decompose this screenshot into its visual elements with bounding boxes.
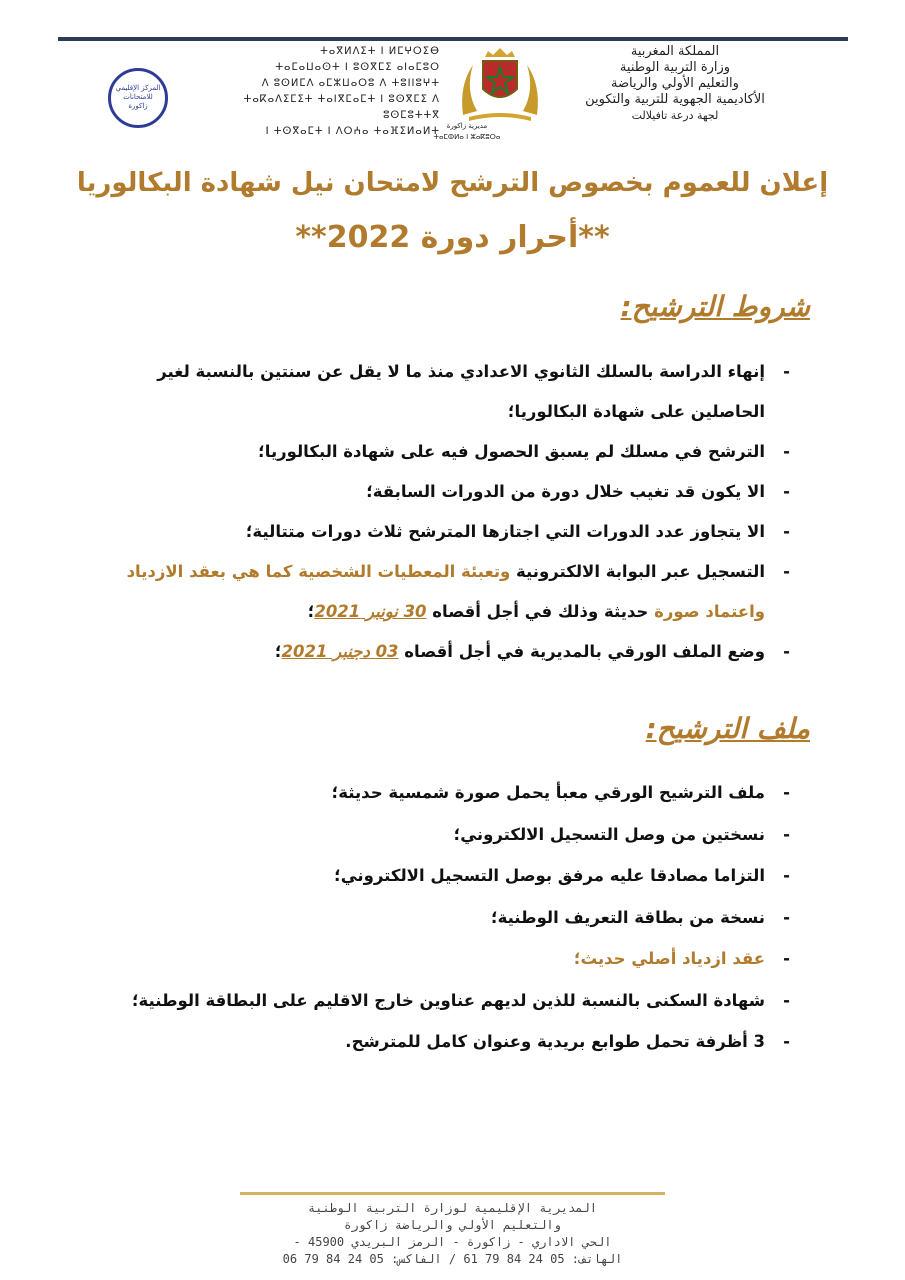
bullet-dash: - (783, 907, 790, 927)
bullet-dash: - (783, 783, 790, 802)
footer-line: المديرية الإقليمية لوزارة التربية الوطنية (308, 1201, 597, 1215)
condition-highlight: واعتماد صورة (654, 602, 765, 621)
header-line: الأكاديمية الجهوية للتربية والتكوين (585, 92, 765, 107)
deadline-date: 30 نونبر 2021 (314, 602, 427, 621)
stamp-line: للامتحانات (123, 93, 153, 101)
condition-text: ؛ (307, 602, 315, 621)
file-list (75, 772, 790, 1063)
condition-highlight: وتعبئة المعطيات الشخصية كما هي بعقد الازدياد (126, 562, 511, 581)
stamp-line: زاكورة (128, 102, 148, 110)
file-item-text: التزاما مصادقا عليه مرفق بوصل التسجيل الالكتروني؛ (334, 866, 765, 885)
stamp-line: المركز الإقليمي (115, 84, 161, 92)
file-item-text: نسختين من وصل التسجيل الالكتروني؛ (453, 824, 765, 844)
header-line: وزارة التربية الوطنية (619, 60, 731, 75)
list-item (75, 432, 790, 472)
list-item (75, 772, 790, 814)
condition-text: التسجيل عبر البوابة الالكترونية (516, 562, 765, 581)
list-item (75, 352, 790, 432)
footer-line: الهاتف: 05 24 84 79 61 / الفاكس: 05 24 84 79 06 (282, 1252, 623, 1266)
list-item (75, 632, 790, 672)
header-line: والتعليم الأولي والرياضة (611, 76, 739, 91)
file-item-text: ملف الترشيح الورقي معبأ يحمل صورة شمسية حديثة؛ (331, 783, 765, 802)
list-item (75, 1021, 790, 1063)
emblem-caption-line: مديرية زاكورة (446, 122, 488, 130)
list-item (75, 512, 790, 552)
footer (230, 1200, 675, 1268)
bullet-dash: - (783, 642, 790, 661)
bullet-dash: - (783, 362, 790, 381)
condition-text: الا يتجاوز عدد الدورات التي اجتازها المترشح ثلاث دورات متتالية؛ (245, 522, 765, 541)
arabic-header (565, 44, 785, 124)
conditions-heading: شروط الترشيح: (620, 290, 810, 323)
tifinagh-line: ⵜⴰⴽⴰⴷⵉⵎⵉⵜ ⵜⴰⵏⴳⵎⴰⵎⵜ ⵏ ⵓⵙⴳⵎⵉ ⴷ ⵓⵙⵎⵓⵜⵜⴳ (243, 94, 440, 121)
bullet-dash: - (783, 442, 790, 461)
session-title: **أحرار دورة 2022** (295, 220, 610, 255)
file-heading: ملف الترشيح: (645, 712, 810, 745)
condition-text: ؛ (274, 642, 282, 661)
bullet-dash: - (783, 522, 790, 541)
condition-text: وضع الملف الورقي بالمديرية في أجل أقصاه (404, 642, 765, 661)
bullet-dash: - (783, 1032, 790, 1051)
list-item (75, 855, 790, 897)
tifinagh-line: ⵜⴰⵎⴰⵡⴰⵙⵜ ⵏ ⵓⵙⴳⵎⵉ ⴰⵏⴰⵎⵓⵔ (275, 62, 440, 73)
list-item (75, 814, 790, 856)
emblem-caption (412, 121, 522, 143)
condition-text: الترشح في مسلك لم يسبق الحصول فيه على شهادة البكالوريا؛ (258, 442, 765, 461)
footer-line: الحي الاداري - زاكورة - الرمز البريدي 45900 - (293, 1235, 612, 1249)
conditions-list (75, 352, 790, 672)
bullet-dash: - (783, 562, 790, 581)
file-item-text: شهادة السكنى بالنسبة للذين لديهم عناوين خارج الاقليم على البطاقة الوطنية؛ (131, 990, 765, 1010)
announcement-title: إعلان للعموم بخصوص الترشح لامتحان نيل شهادة البكالوريا (76, 168, 829, 198)
file-item-text: عقد ازدياد أصلي حديث؛ (573, 949, 765, 968)
list-item (75, 938, 790, 980)
tifinagh-line: ⴷ ⵓⵙⵍⵎⴷ ⴰⵎⵣⵡⴰⵔⵓ ⴷ ⵜⵓⵏⵏⵓⵖⵜ (261, 78, 440, 89)
list-item (75, 897, 790, 939)
header-line: المملكة المغربية (630, 44, 720, 59)
bullet-dash: - (783, 990, 790, 1010)
condition-text: حديثة وذلك في أجل أقصاه (432, 602, 649, 621)
header-line: لجهة درعة تافيلالت (631, 109, 719, 122)
bullet-dash: - (783, 866, 790, 885)
bullet-dash: - (783, 949, 790, 968)
footer-line: والتعليم الأولي والرياضة زاكورة (344, 1218, 561, 1232)
condition-text: الحاصلين على شهادة البكالوريا؛ (507, 402, 765, 421)
footer-rule (240, 1192, 665, 1195)
bullet-dash: - (783, 824, 790, 844)
deadline-date: 03 دجنبر 2021 (281, 642, 399, 661)
tifinagh-line: ⵏ ⵜⵙⴳⴰⵎⵜ ⵏ ⴷⵔⵄⴰ ⵜⴰⴼⵉⵍⴰⵍⵜ (265, 126, 440, 137)
header-rule (58, 37, 848, 41)
condition-text: إنهاء الدراسة بالسلك الثانوي الاعدادي منذ ما لا يقل عن سنتين بالنسبة لغير (157, 362, 765, 381)
royal-emblem-icon (455, 45, 545, 123)
bullet-dash: - (783, 482, 790, 501)
list-item (75, 472, 790, 512)
file-item-text: 3 أظرفة تحمل طوابع بريدية وعنوان كامل للمترشح. (345, 1032, 765, 1051)
tifinagh-header (190, 44, 440, 140)
condition-text: الا يكون قد تغيب خلال دورة من الدورات السابقة؛ (366, 482, 765, 501)
file-item-text: نسخة من بطاقة التعريف الوطنية؛ (490, 907, 765, 927)
emblem-caption-line: ⵜⴰⵎⵀⵍⴰ ⵏ ⵣⴰⴽⵓⵔⴰ (433, 133, 501, 141)
list-item (75, 552, 790, 632)
list-item (75, 980, 790, 1022)
official-stamp (108, 68, 168, 128)
tifinagh-line: ⵜⴰⴳⵍⴷⵉⵜ ⵏ ⵍⵎⵖⵔⵉⴱ (320, 46, 440, 57)
